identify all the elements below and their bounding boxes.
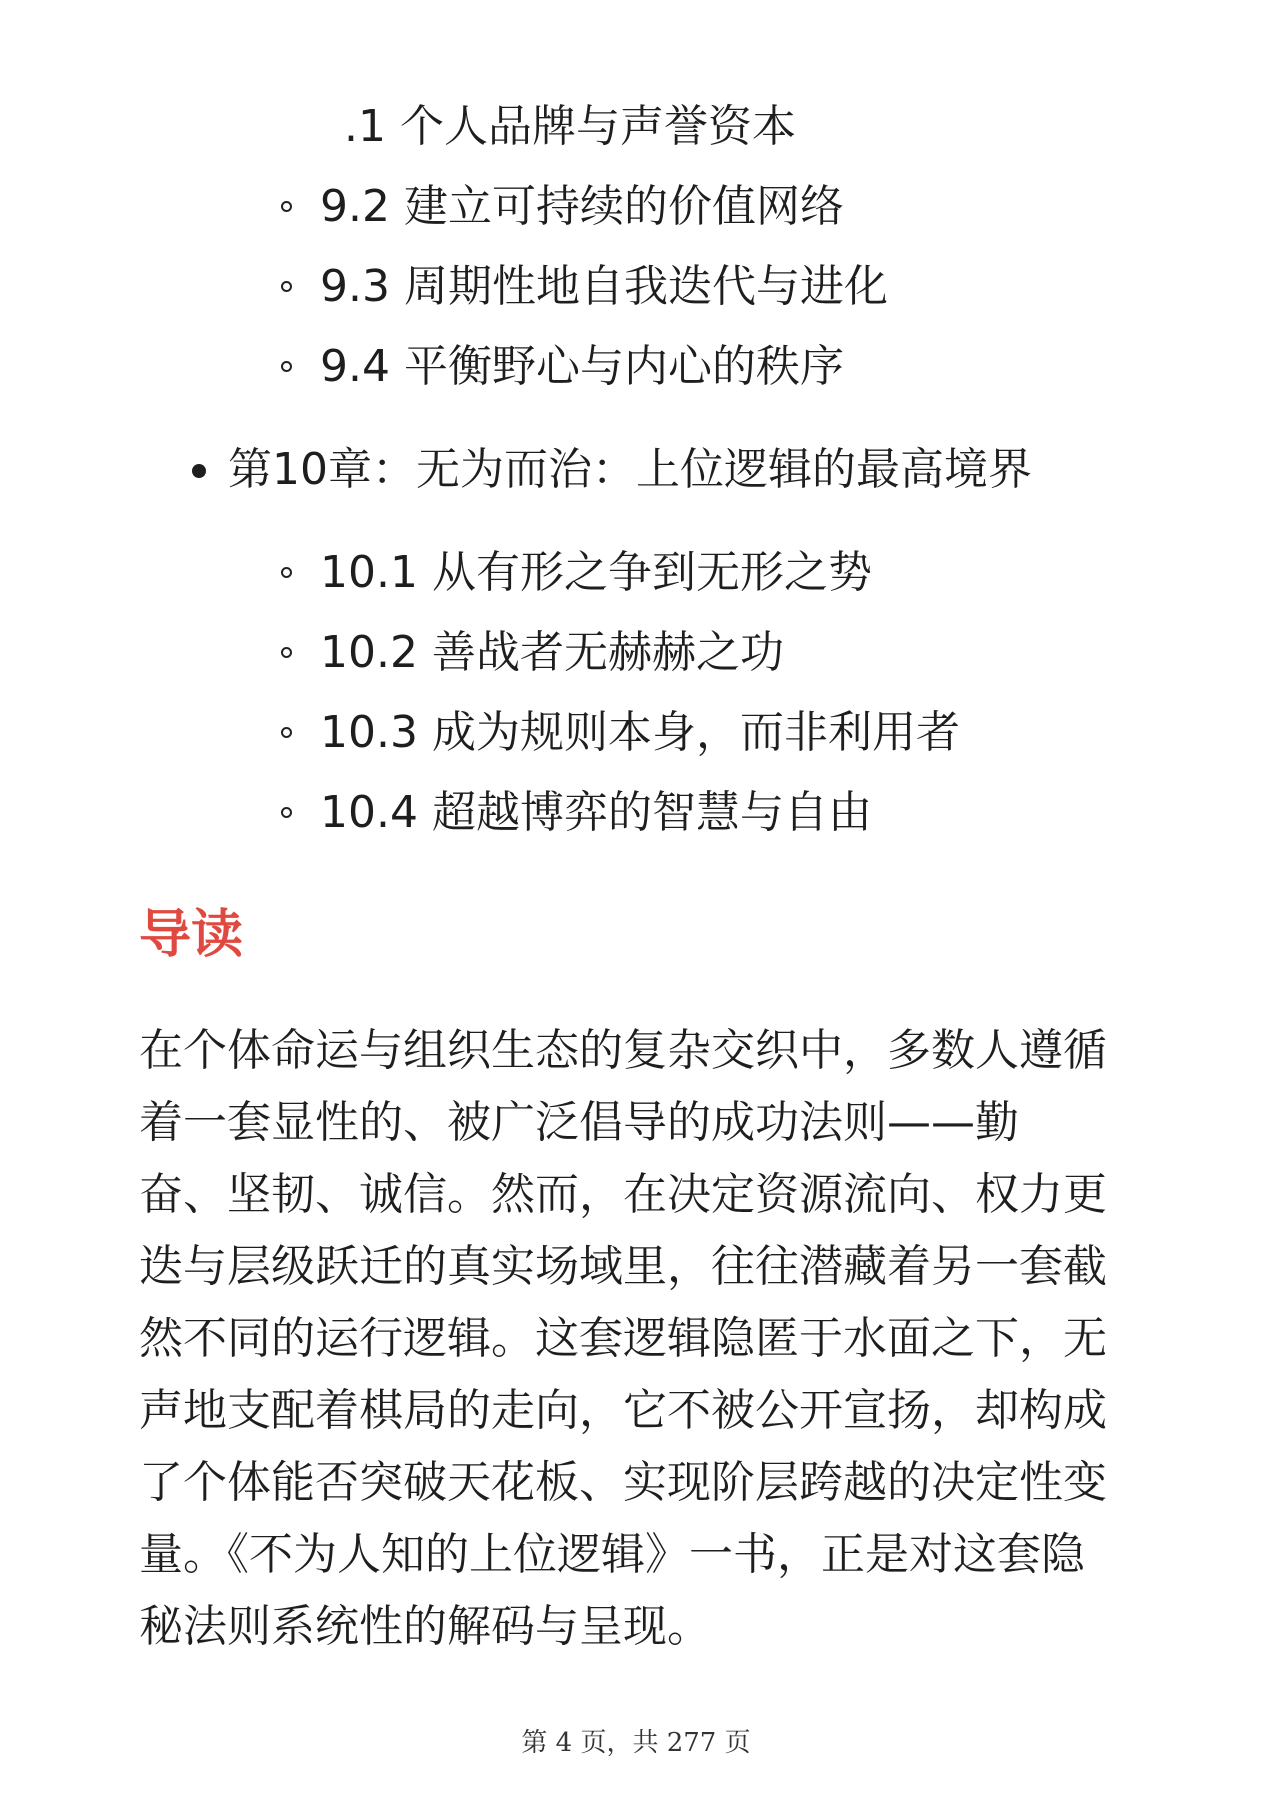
toc-item-10-2: 10.2 善战者无赫赫之功 [320,627,784,678]
paragraph-line: 量。《不为人知的上位逻辑》一书，正是对这套隐 [139,1529,1085,1580]
toc-item-9-3: 9.3 周期性地自我迭代与进化 [320,261,888,312]
paragraph-line: 声地支配着棋局的走向，它不被公开宣扬，却构成 [139,1385,1107,1436]
paragraph-line: 迭与层级跃迁的真实场域里，往往潜藏着另一套截 [139,1241,1107,1292]
section-heading: 导读 [139,905,244,965]
hollow-bullet-icon [281,201,292,212]
toc-item-10-4: 10.4 超越博弈的智慧与自由 [320,787,872,838]
hollow-bullet-icon [281,281,292,292]
toc-item-10-1: 10.1 从有形之争到无形之势 [320,547,872,598]
hollow-bullet-icon [281,807,292,818]
filled-bullet-icon [192,464,206,478]
paragraph-line: 在个体命运与组织生态的复杂交织中，多数人遵循 [139,1025,1107,1076]
hollow-bullet-icon [281,647,292,658]
toc-item-10-3: 10.3 成为规则本身，而非利用者 [320,707,960,758]
paragraph-line: 然不同的运行逻辑。这套逻辑隐匿于水面之下，无 [139,1313,1107,1364]
hollow-bullet-icon [281,727,292,738]
toc-chapter-10: 第10章：无为而治：上位逻辑的最高境界 [228,444,1032,495]
hollow-bullet-icon [281,567,292,578]
paragraph-line: 着一套显性的、被广泛倡导的成功法则——勤 [139,1097,1019,1148]
intro-paragraph [139,1015,1139,1663]
toc-item-9-2: 9.2 建立可持续的价值网络 [320,181,844,232]
paragraph-line: 奋、坚韧、诚信。然而，在决定资源流向、权力更 [139,1169,1107,1220]
paragraph-line: 了个体能否突破天花板、实现阶层跨越的决定性变 [139,1457,1107,1508]
paragraph-line: 秘法则系统性的解码与呈现。 [139,1601,711,1652]
page-number: 第 4 页，共 277 页 [521,1728,751,1758]
toc-item-9-1: .1 个人品牌与声誉资本 [344,101,796,152]
hollow-bullet-icon [281,361,292,372]
toc-item-9-4: 9.4 平衡野心与内心的秩序 [320,341,844,392]
